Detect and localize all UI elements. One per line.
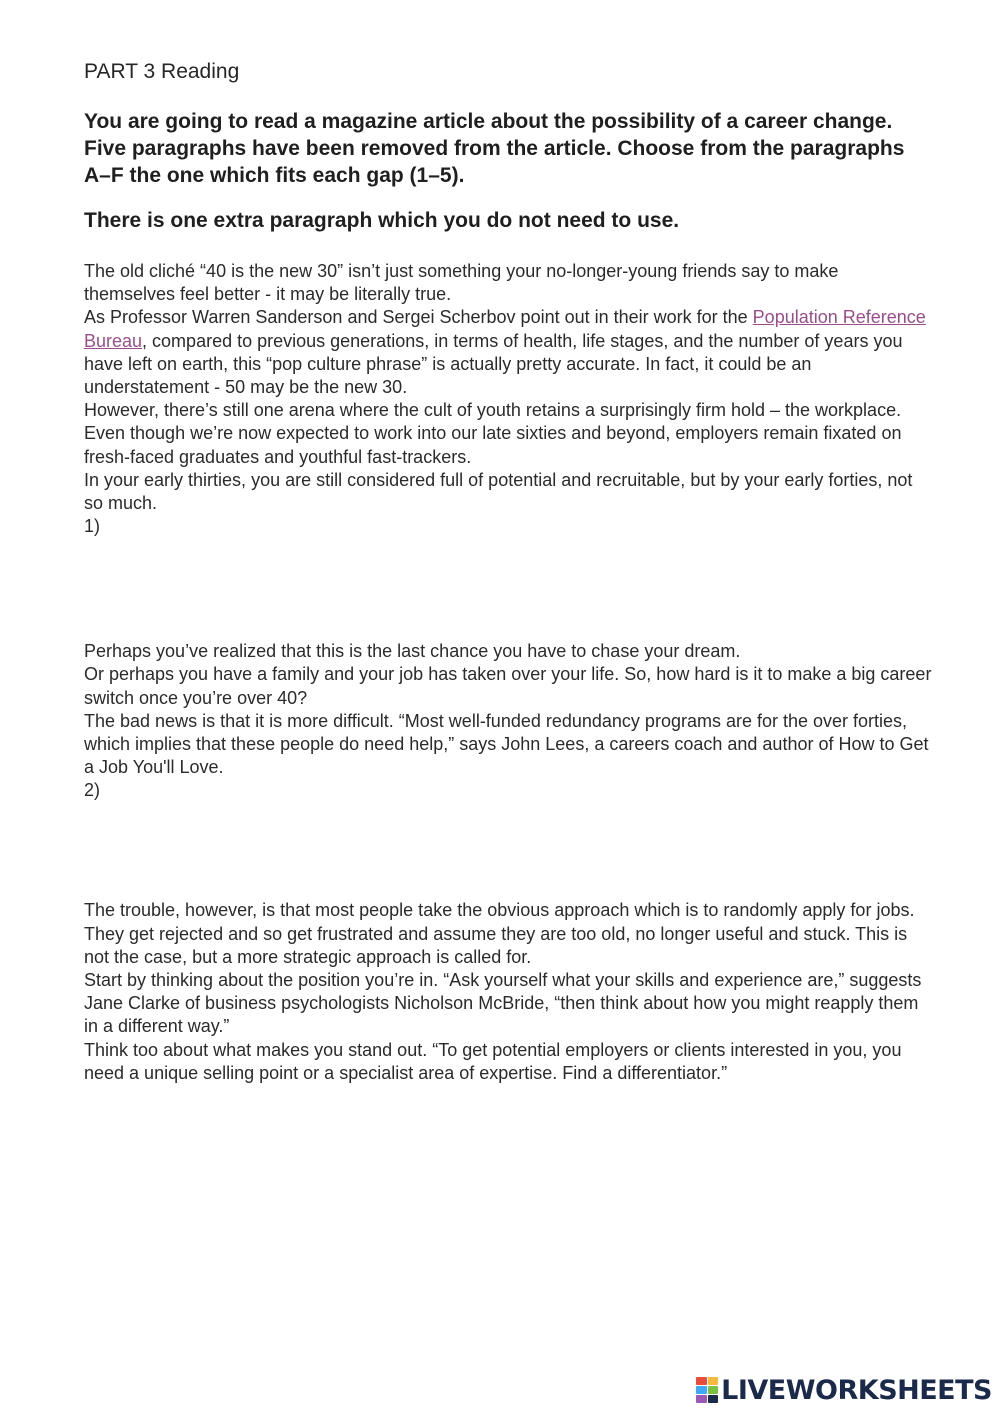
article-paragraph-6: The bad news is that it is more difficult. “Most well-funded redundancy programs are for the over forties, which implies that these people do need help,” says John Lees, a careers coach and author of How to Get a Job You'll Love.	[84, 710, 929, 778]
article-paragraph-4: Perhaps you’ve realized that this is the last chance you have to chase your dream.	[84, 641, 741, 662]
article-paragraph-7: The trouble, however, is that most people take the obvious approach which is to randomly apply for jobs. They get rejected and so get frustrated and assume they are too old, no longer useful and stuck. This is not the case, but a more strategic approach is called for.	[84, 900, 915, 967]
article-paragraph-2	[84, 306, 934, 399]
paragraph-2-text-end: , compared to previous generations, in terms of health, life stages, and the number of years you have left on earth, this “pop culture phrase” is actually pretty accurate. In fact, it could be an understatement - 50 may be the new 30.	[84, 330, 903, 398]
gap-1-label	[84, 515, 934, 640]
gap-2-number: 2)	[84, 780, 101, 801]
article-paragraph-2b: However, there’s still one arena where the cult of youth retains a surprisingly firm hold – the workplace. Even though we’re now expected to work into our late sixties and beyond, employers remain fixated on fresh-faced graduates and youthful fast-trackers.	[84, 400, 902, 467]
population-reference-bureau-link[interactable]: Population Reference Bureau	[84, 307, 926, 351]
extra-paragraph-note: There is one extra paragraph which you do not need to use.	[84, 209, 680, 232]
gap-2-label	[84, 779, 934, 899]
article-paragraph-8: Start by thinking about the position you’re in. “Ask yourself what your skills and experience are,” suggests Jane Clarke of business psychologists Nicholson McBride, “then think about how you might reapply them in a different way.”	[84, 970, 922, 1037]
task-instructions: You are going to read a magazine article about the possibility of a career change. Five paragraphs have been removed from the article. Choose from the paragraphs A–F the one which fits each gap (1–5).	[84, 110, 905, 187]
liveworksheets-logo	[696, 1373, 992, 1407]
worksheet-page	[84, 58, 934, 1085]
article-paragraph-1: The old cliché “40 is the new 30” isn’t just something your no-longer-young friends say to make themselves feel better - it may be literally true.	[84, 261, 839, 305]
liveworksheets-logo-icon	[696, 1377, 718, 1403]
part-title: PART 3 Reading	[84, 60, 240, 83]
liveworksheets-logo-text: LIVEWORKSHEETS	[721, 1374, 992, 1406]
gap-1-number: 1)	[84, 516, 101, 537]
article-paragraph-9: Think too about what makes you stand out. “To get potential employers or clients interested in you, you need a unique selling point or a specialist area of expertise. Find a differentiator.”	[84, 1039, 902, 1083]
paragraph-2-text-start: As Professor Warren Sanderson and Sergei Scherbov point out in their work for the	[84, 307, 753, 328]
article-paragraph-5: Or perhaps you have a family and your job has taken over your life. So, how hard is it to make a big career switch once you’re over 40?	[84, 664, 932, 708]
article-paragraph-3: In your early thirties, you are still considered full of potential and recruitable, but by your early forties, not so much.	[84, 469, 913, 514]
